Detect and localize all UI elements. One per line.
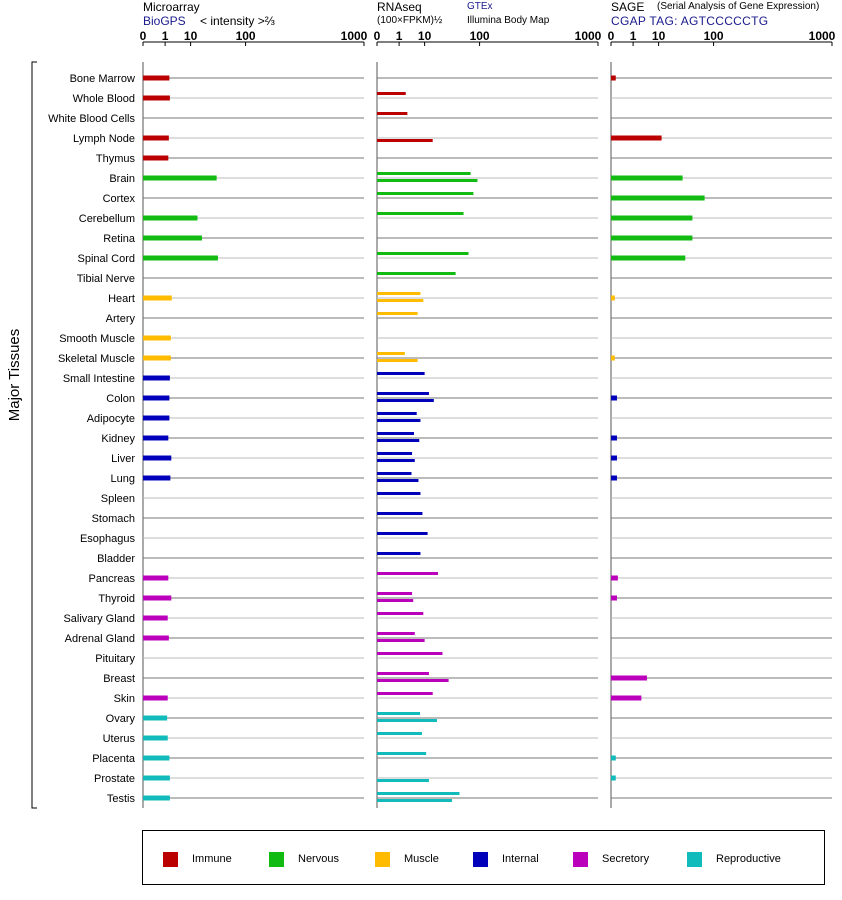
microarray-tick-label: 1000 bbox=[340, 29, 368, 43]
rnaseq-gtex-bar bbox=[377, 692, 433, 695]
tissue-label: Ovary bbox=[105, 713, 135, 725]
sage-tick-label: 100 bbox=[703, 29, 724, 43]
tissue-label: Salivary Gland bbox=[63, 613, 135, 625]
tissue-label: Small Intestine bbox=[62, 373, 135, 385]
rnaseq-gtex-bar bbox=[377, 612, 423, 615]
rnaseq-ibm-bar bbox=[377, 179, 477, 182]
tissue-label: Esophagus bbox=[79, 533, 135, 545]
rnaseq-gtex-bar bbox=[377, 652, 442, 655]
microarray-tick-label: 1 bbox=[161, 29, 169, 43]
rnaseq-gtex-bar bbox=[377, 592, 412, 595]
rnaseq-gtex-bar bbox=[377, 632, 415, 635]
rnaseq-ibm-bar bbox=[377, 639, 425, 642]
rnaseq-gtex-bar bbox=[377, 312, 418, 315]
microarray-bar bbox=[143, 76, 169, 81]
tissue-label: Kidney bbox=[101, 433, 135, 445]
rnaseq-gtex-bar bbox=[377, 172, 471, 175]
microarray-bar bbox=[143, 396, 169, 401]
rnaseq-gtex-bar bbox=[377, 252, 469, 255]
microarray-tick-label: 100 bbox=[235, 29, 256, 43]
legend-item-internal bbox=[473, 851, 539, 867]
microarray-bar bbox=[143, 416, 169, 421]
sage-bar bbox=[611, 676, 647, 681]
tissue-label: White Blood Cells bbox=[48, 113, 135, 125]
microarray-bar bbox=[143, 336, 171, 341]
sage-tick-label: 10 bbox=[651, 29, 666, 43]
microarray-bar bbox=[143, 636, 169, 641]
rnaseq-unit: (100×FPKM)½ bbox=[377, 15, 443, 26]
rnaseq-gtex-bar bbox=[377, 92, 406, 95]
sage-bar bbox=[611, 776, 616, 781]
microarray-bar bbox=[143, 596, 171, 601]
legend-item-reproductive bbox=[687, 851, 781, 867]
sage-subtitle: (Serial Analysis of Gene Expression) bbox=[657, 1, 820, 12]
sage-bar bbox=[611, 216, 692, 221]
rnaseq-gtex-bar bbox=[377, 552, 420, 555]
tissue-label: Adipocyte bbox=[86, 413, 135, 425]
sage-bar bbox=[611, 356, 615, 361]
rnaseq-tick-label: 100 bbox=[469, 29, 490, 43]
tissue-label: Thyroid bbox=[98, 593, 135, 605]
tissue-bracket bbox=[32, 62, 37, 808]
legend-item-muscle bbox=[375, 851, 439, 867]
rnaseq-ibm-bar bbox=[377, 299, 423, 302]
tissue-label: Colon bbox=[106, 393, 135, 405]
legend-label: Secretory bbox=[602, 853, 650, 865]
microarray-bar bbox=[143, 156, 168, 161]
microarray-bar bbox=[143, 96, 170, 101]
rnaseq-ibm-bar bbox=[377, 399, 434, 402]
legend-swatch bbox=[375, 852, 390, 867]
legend-label: Reproductive bbox=[716, 853, 781, 865]
tissue-label: Placenta bbox=[92, 753, 135, 765]
rnaseq-gtex-bar bbox=[377, 512, 422, 515]
rnaseq-gtex-bar bbox=[377, 212, 464, 215]
rnaseq-gtex-bar bbox=[377, 452, 412, 455]
sage-tick-label: 0 bbox=[607, 29, 615, 43]
rnaseq-tick-label: 0 bbox=[373, 29, 381, 43]
rnaseq-gtex-bar bbox=[377, 792, 459, 795]
sage-bar bbox=[611, 296, 615, 301]
legend-item-secretory bbox=[573, 851, 649, 867]
microarray-bar bbox=[143, 796, 170, 801]
tissue-label: Tibial Nerve bbox=[76, 273, 135, 285]
sage-bar bbox=[611, 196, 705, 201]
rnaseq-gtex-bar bbox=[377, 432, 414, 435]
rnaseq-ibm-bar bbox=[377, 479, 418, 482]
sage-tick-label: 1 bbox=[629, 29, 637, 43]
rnaseq-gtex-bar bbox=[377, 472, 411, 475]
microarray-tick-label: 0 bbox=[139, 29, 147, 43]
tissue-label: Whole Blood bbox=[72, 93, 135, 105]
legend-swatch bbox=[573, 852, 588, 867]
sage-bar bbox=[611, 136, 662, 141]
rnaseq-source-gtex: GTEx bbox=[467, 1, 493, 12]
sage-bar bbox=[611, 596, 617, 601]
rnaseq-gtex-bar bbox=[377, 572, 438, 575]
sage-bar bbox=[611, 236, 692, 241]
rnaseq-ibm-bar bbox=[377, 779, 429, 782]
tissue-label: Cerebellum bbox=[78, 213, 135, 225]
sage-tick-label: 1000 bbox=[808, 29, 836, 43]
tissue-label: Stomach bbox=[91, 513, 135, 525]
sage-bar bbox=[611, 436, 617, 441]
legend-item-nervous bbox=[269, 851, 339, 867]
microarray-bar bbox=[143, 456, 171, 461]
legend-item-immune bbox=[163, 851, 232, 867]
tissue-label: Cortex bbox=[102, 193, 135, 205]
microarray-bar bbox=[143, 236, 202, 241]
rnaseq-ibm-bar bbox=[377, 799, 452, 802]
sage-bar bbox=[611, 456, 617, 461]
rnaseq-ibm-bar bbox=[377, 459, 415, 462]
rnaseq-gtex-bar bbox=[377, 672, 429, 675]
microarray-bar bbox=[143, 476, 170, 481]
sage-tag: CGAP TAG: AGTCCCCCTG bbox=[611, 14, 769, 28]
microarray-bar bbox=[143, 176, 217, 181]
rnaseq-ibm-bar bbox=[377, 719, 437, 722]
tissue-label: Artery bbox=[105, 313, 135, 325]
rnaseq-gtex-bar bbox=[377, 732, 422, 735]
rnaseq-gtex-bar bbox=[377, 392, 429, 395]
rnaseq-ibm-bar bbox=[377, 599, 413, 602]
tissue-label: Smooth Muscle bbox=[59, 333, 135, 345]
sage-bar bbox=[611, 576, 618, 581]
legend-label: Nervous bbox=[298, 853, 339, 865]
sage-bar bbox=[611, 76, 616, 81]
microarray-bar bbox=[143, 776, 170, 781]
microarray-tick-label: 10 bbox=[183, 29, 198, 43]
rnaseq-gtex-bar bbox=[377, 292, 420, 295]
legend-label: Internal bbox=[502, 853, 539, 865]
microarray-bar bbox=[143, 696, 168, 701]
tissue-label: Heart bbox=[108, 293, 135, 305]
tissue-label: Testis bbox=[106, 793, 135, 805]
microarray-bar bbox=[143, 436, 168, 441]
tissue-label: Spleen bbox=[100, 493, 135, 505]
rnaseq-gtex-bar bbox=[377, 752, 426, 755]
tissue-label: Pituitary bbox=[95, 653, 135, 665]
microarray-bar bbox=[143, 296, 172, 301]
microarray-unit: < intensity >⅔ bbox=[200, 14, 275, 28]
rnaseq-gtex-bar bbox=[377, 192, 473, 195]
microarray-bar bbox=[143, 576, 168, 581]
legend-label: Immune bbox=[192, 853, 232, 865]
rnaseq-gtex-bar bbox=[377, 272, 456, 275]
tissue-label: Breast bbox=[103, 673, 135, 685]
tissue-label: Pancreas bbox=[88, 573, 135, 585]
tissue-label: Skeletal Muscle bbox=[57, 353, 135, 365]
tissue-label: Prostate bbox=[94, 773, 135, 785]
tissue-label: Thymus bbox=[95, 153, 135, 165]
tissue-label: Bladder bbox=[97, 553, 135, 565]
tissue-label: Retina bbox=[103, 233, 135, 245]
legend-swatch bbox=[473, 852, 488, 867]
rnaseq-source-ibm: Illumina Body Map bbox=[467, 15, 550, 26]
rnaseq-gtex-bar bbox=[377, 532, 428, 535]
legend-swatch bbox=[163, 852, 178, 867]
rnaseq-ibm-bar bbox=[377, 139, 433, 142]
legend bbox=[142, 830, 825, 885]
sage-bar bbox=[611, 696, 641, 701]
tissue-label: Spinal Cord bbox=[77, 253, 135, 265]
rnaseq-gtex-bar bbox=[377, 112, 407, 115]
microarray-title: Microarray bbox=[143, 0, 200, 14]
microarray-bar bbox=[143, 616, 168, 621]
microarray-bar bbox=[143, 376, 170, 381]
legend-label: Muscle bbox=[404, 853, 439, 865]
microarray-bar bbox=[143, 216, 198, 221]
tissue-label: Liver bbox=[111, 453, 135, 465]
sage-bar bbox=[611, 396, 617, 401]
rnaseq-ibm-bar bbox=[377, 419, 420, 422]
microarray-bar bbox=[143, 356, 171, 361]
tissue-label: Bone Marrow bbox=[69, 73, 135, 85]
sage-bar bbox=[611, 176, 683, 181]
microarray-bar bbox=[143, 756, 169, 761]
tissue-label: Adrenal Gland bbox=[64, 633, 135, 645]
legend-swatch bbox=[269, 852, 284, 867]
microarray-bar bbox=[143, 716, 167, 721]
tissue-label: Lymph Node bbox=[73, 133, 135, 145]
rnaseq-gtex-bar bbox=[377, 372, 425, 375]
legend-swatch bbox=[687, 852, 702, 867]
microarray-bar bbox=[143, 736, 168, 741]
sage-bar bbox=[611, 476, 617, 481]
tissue-label: Uterus bbox=[102, 733, 135, 745]
sage-bar bbox=[611, 756, 616, 761]
microarray-bar bbox=[143, 136, 169, 141]
sage-title: SAGE bbox=[611, 0, 645, 14]
rnaseq-tick-label: 1000 bbox=[574, 29, 602, 43]
microarray-bar bbox=[143, 256, 218, 261]
rnaseq-tick-label: 1 bbox=[395, 29, 403, 43]
rnaseq-gtex-bar bbox=[377, 492, 420, 495]
rnaseq-title: RNAseq bbox=[377, 0, 422, 14]
rnaseq-gtex-bar bbox=[377, 412, 417, 415]
rnaseq-gtex-bar bbox=[377, 712, 420, 715]
rnaseq-ibm-bar bbox=[377, 679, 449, 682]
rnaseq-ibm-bar bbox=[377, 439, 419, 442]
sage-bar bbox=[611, 256, 685, 261]
tissue-label: Brain bbox=[109, 173, 135, 185]
rnaseq-tick-label: 10 bbox=[417, 29, 432, 43]
tissue-label: Lung bbox=[110, 473, 135, 485]
rnaseq-ibm-bar bbox=[377, 359, 418, 362]
microarray-source: BioGPS bbox=[143, 14, 186, 28]
y-axis-label: Major Tissues bbox=[6, 328, 23, 422]
rnaseq-gtex-bar bbox=[377, 352, 405, 355]
tissue-label: Skin bbox=[113, 693, 135, 705]
